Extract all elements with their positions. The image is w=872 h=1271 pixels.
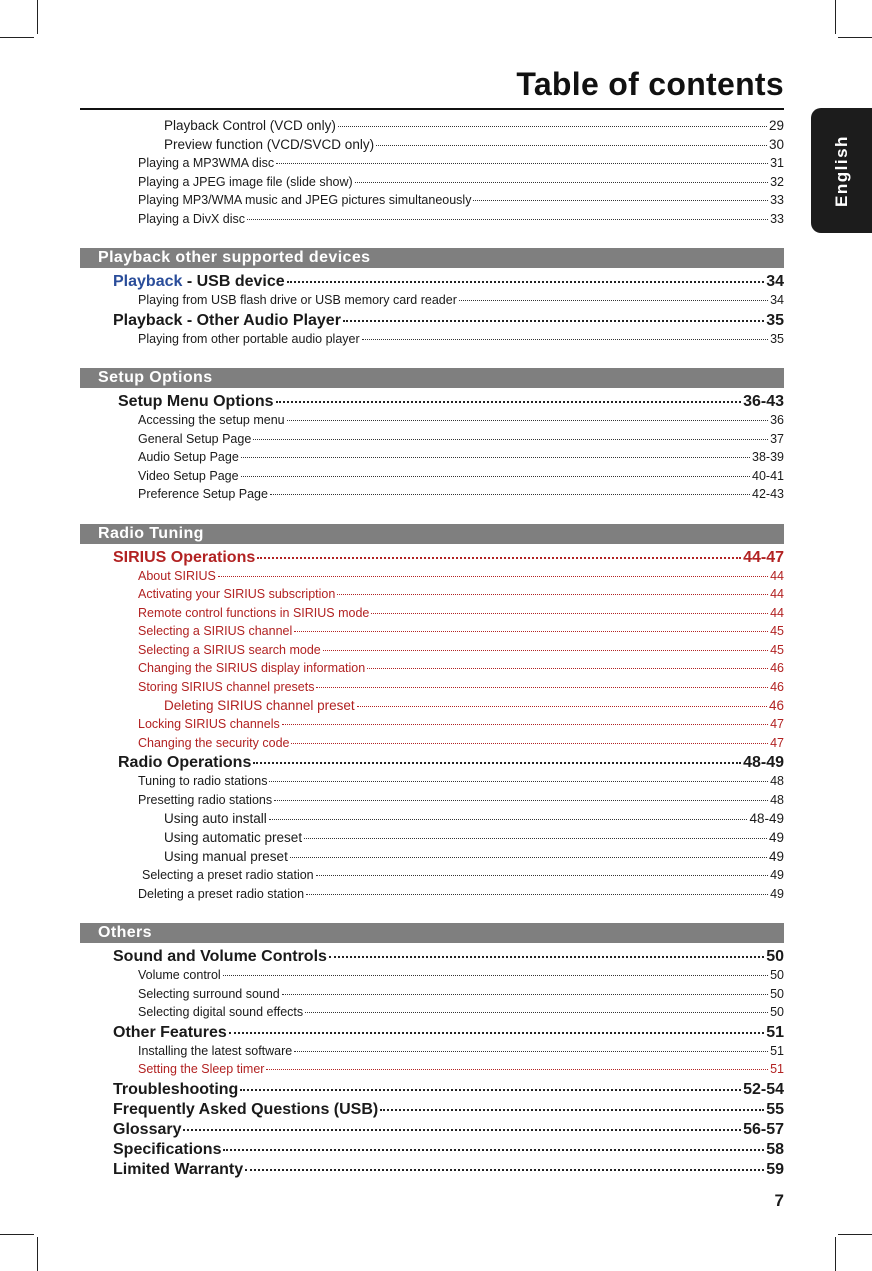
toc-entry[interactable]: Playing a JPEG image file (slide show) 32 — [138, 174, 784, 189]
toc-entry[interactable]: Video Setup Page 40-41 — [138, 468, 784, 483]
toc-entry[interactable]: Storing SIRIUS channel presets 46 — [138, 679, 784, 694]
toc-entry[interactable]: Playing from other portable audio player 35 — [138, 331, 784, 346]
section-header-setup: Setup Options — [80, 368, 784, 388]
crop-mark — [0, 37, 34, 38]
toc-entry[interactable]: Using manual preset 49 — [164, 849, 784, 864]
toc-entry-other-features[interactable]: Other Features 51 — [113, 1023, 784, 1041]
toc-entry[interactable]: Using automatic preset 49 — [164, 830, 784, 845]
title-divider — [80, 108, 784, 110]
toc-entry[interactable]: Tuning to radio stations 48 — [138, 774, 784, 788]
toc-entry[interactable]: Deleting SIRIUS channel preset 46 — [164, 698, 784, 713]
table-of-contents — [80, 118, 784, 1181]
toc-entry[interactable]: Activating your SIRIUS subscription 44 — [138, 587, 784, 601]
toc-entry[interactable]: Audio Setup Page 38-39 — [138, 450, 784, 464]
toc-entry[interactable]: Playing a DivX disc 33 — [138, 211, 784, 226]
toc-entry[interactable]: General Setup Page 37 — [138, 431, 784, 446]
toc-entry[interactable]: Using auto install 48-49 — [164, 811, 784, 826]
toc-entry[interactable]: Volume control 50 — [138, 968, 784, 982]
toc-entry[interactable]: About SIRIUS 44 — [138, 568, 784, 583]
toc-entry[interactable]: Preview function (VCD/SVCD only) 30 — [164, 137, 784, 152]
toc-entry[interactable]: Playing MP3/WMA music and JPEG pictures simultaneously 33 — [138, 193, 784, 207]
crop-mark — [835, 0, 836, 34]
toc-entry[interactable]: Playback Control (VCD only) 29 — [164, 118, 784, 133]
language-tab-label: English — [831, 134, 851, 207]
toc-entry-setup-menu[interactable]: Setup Menu Options 36-43 — [118, 393, 784, 410]
crop-mark — [37, 1237, 38, 1271]
section-header-playback: Playback other supported devices — [80, 248, 784, 268]
toc-entry-sirius[interactable]: SIRIUS Operations 44-47 — [113, 548, 784, 566]
toc-entry[interactable]: Selecting digital sound effects 50 — [138, 1005, 784, 1019]
crop-mark — [835, 1237, 836, 1271]
toc-entry-specifications[interactable]: Specifications 58 — [113, 1140, 784, 1158]
toc-entry-troubleshooting[interactable]: Troubleshooting 52-54 — [113, 1080, 784, 1098]
toc-entry[interactable]: Remote control functions in SIRIUS mode 44 — [138, 605, 784, 620]
toc-entry[interactable]: Changing the security code 47 — [138, 735, 784, 750]
toc-entry[interactable]: Selecting surround sound 50 — [138, 986, 784, 1001]
toc-entry-warranty[interactable]: Limited Warranty 59 — [113, 1160, 784, 1178]
toc-entry[interactable]: Accessing the setup menu 36 — [138, 413, 784, 427]
toc-entry[interactable]: Selecting a SIRIUS channel 45 — [138, 624, 784, 638]
toc-entry[interactable]: Playing from USB flash drive or USB memory card reader 34 — [138, 293, 784, 307]
crop-mark — [0, 1234, 34, 1235]
toc-entry-radio-operations[interactable]: Radio Operations 48-49 — [118, 754, 784, 771]
toc-entry[interactable]: Changing the SIRIUS display information 46 — [138, 661, 784, 675]
toc-entry[interactable]: Setting the Sleep timer 51 — [138, 1062, 784, 1076]
toc-entry-other-audio[interactable]: Playback - Other Audio Player 35 — [113, 311, 784, 329]
toc-entry[interactable]: Presetting radio stations 48 — [138, 792, 784, 807]
section-header-radio: Radio Tuning — [80, 524, 784, 544]
toc-entry-sound[interactable]: Sound and Volume Controls 50 — [113, 948, 784, 965]
toc-entry[interactable]: Playing a MP3WMA disc 31 — [138, 156, 784, 170]
toc-entry-glossary[interactable]: Glossary 56-57 — [113, 1120, 784, 1138]
toc-entry[interactable]: Preference Setup Page 42-43 — [138, 487, 784, 501]
language-tab — [811, 108, 872, 233]
toc-entry[interactable]: Installing the latest software 51 — [138, 1043, 784, 1058]
toc-entry[interactable]: Locking SIRIUS channels 47 — [138, 717, 784, 731]
toc-entry[interactable]: Selecting a preset radio station 49 — [142, 868, 784, 882]
section-header-others: Others — [80, 923, 784, 943]
toc-entry[interactable]: Selecting a SIRIUS search mode 45 — [138, 642, 784, 657]
crop-mark — [37, 0, 38, 34]
crop-mark — [838, 1234, 872, 1235]
toc-entry-usb-device[interactable]: Playback - USB device 34 — [113, 273, 784, 290]
toc-entry-faq[interactable]: Frequently Asked Questions (USB) 55 — [113, 1100, 784, 1118]
page-number: 7 — [774, 1191, 784, 1210]
page-title: Table of contents — [516, 66, 784, 102]
crop-mark — [838, 37, 872, 38]
toc-entry[interactable]: Deleting a preset radio station 49 — [138, 886, 784, 901]
